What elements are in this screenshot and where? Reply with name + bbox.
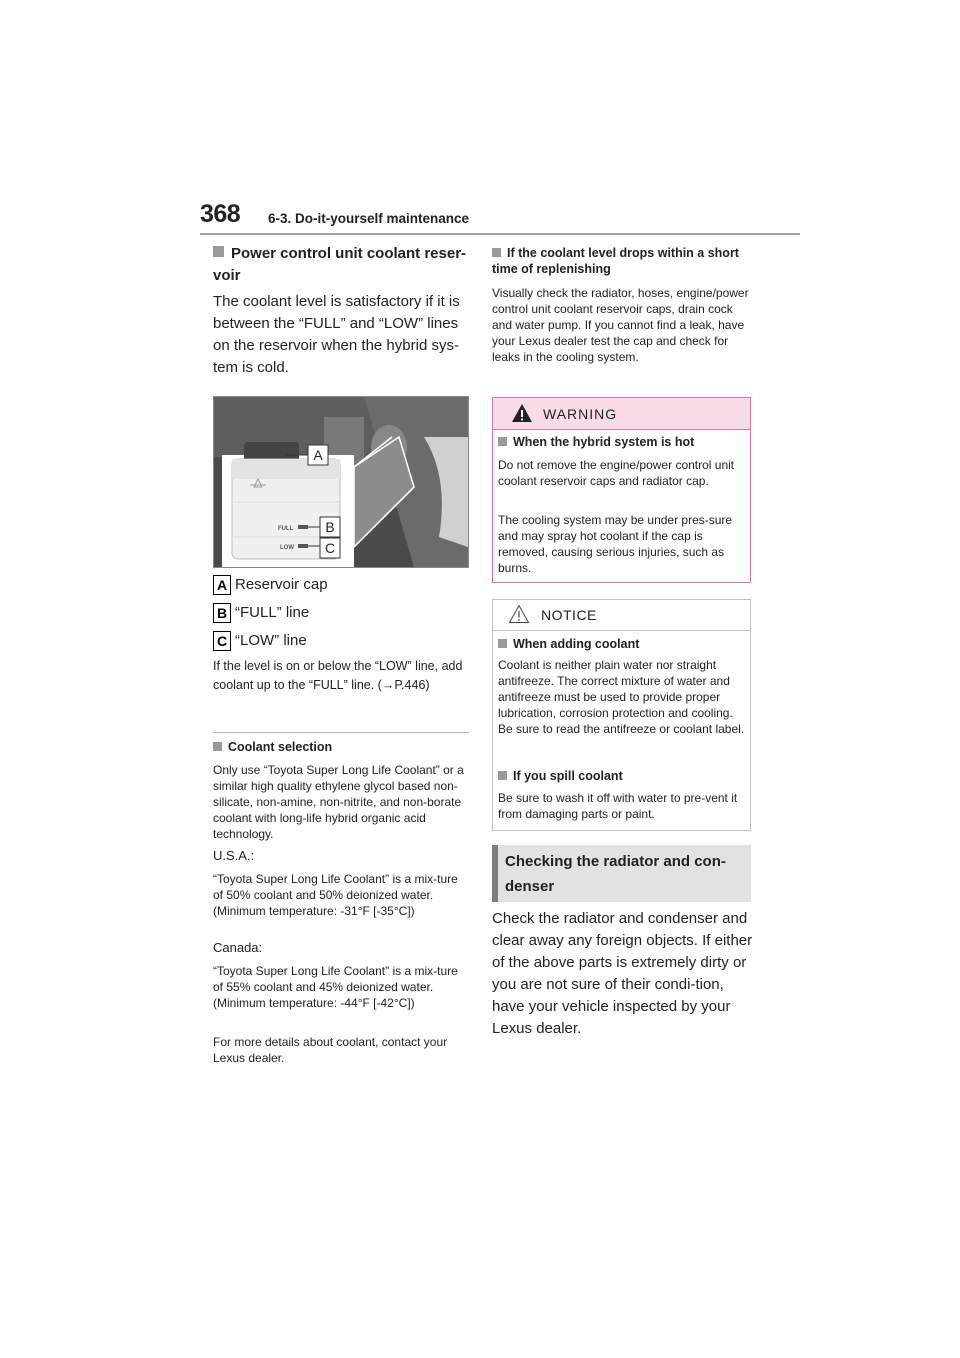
- level-drop-heading: [492, 245, 750, 277]
- heading-square-icon: [492, 248, 501, 257]
- coolant-selection-heading-text: Coolant selection: [228, 740, 333, 754]
- reservoir-heading: [213, 243, 468, 287]
- callout-b: B: [325, 519, 335, 535]
- legend-key: C: [213, 631, 231, 651]
- section-bar: [492, 845, 498, 902]
- legend-item-b: [213, 603, 309, 623]
- level-drop-text: Visually check the radiator, hoses, engine/power control unit coolant reservoir caps, drain cock and water pump. If you cannot find a leak, have your Lexus dealer test the cap and check for leaks in the cooling system.: [492, 286, 749, 364]
- reservoir-intro: The coolant level is satisfactory if it is between the “FULL” and “LOW” lines on the reservoir when the hybrid sys-tem is cold.: [213, 293, 460, 376]
- notice-heading-1: [498, 636, 744, 652]
- header-divider: [200, 233, 800, 235]
- warning-header: [493, 398, 750, 430]
- radiator-section-title: Checking the radiator and con-denser: [505, 853, 726, 895]
- legend-item-a: [213, 575, 328, 595]
- canada-label: Canada:: [213, 940, 263, 955]
- heading-square-icon: [498, 437, 507, 446]
- notice-heading-2: [498, 768, 744, 784]
- legend-label: “LOW” line: [235, 632, 307, 649]
- heading-square-icon: [213, 742, 222, 751]
- engine-bay-figure: [213, 396, 469, 568]
- notice-heading-2-text: If you spill coolant: [513, 769, 623, 783]
- more-details-text: For more details about coolant, contact your Lexus dealer.: [213, 1035, 448, 1065]
- warning-text-2: The cooling system may be under pres-sure and may spray hot coolant if the cap is removed, causing serious injuries, such as burns.: [498, 513, 733, 575]
- heading-square-icon: [498, 771, 507, 780]
- coolant-selection-heading: [213, 739, 469, 755]
- legend-label: Reservoir cap: [235, 576, 328, 593]
- coolant-reservoir-illustration: [214, 397, 468, 567]
- level-drop-heading-text: If the coolant level drops within a short time of replenishing: [492, 246, 739, 276]
- callout-c: C: [324, 540, 336, 556]
- level-note: If the level is on or below the “LOW” line, add coolant up to the “FULL” line. (→P.446): [213, 659, 463, 692]
- notice-box: [492, 599, 751, 831]
- reservoir-heading-text: Power control unit coolant reser-voir: [213, 245, 467, 284]
- section-title: 6-3. Do-it-yourself maintenance: [268, 211, 470, 226]
- callout-a: A: [313, 447, 323, 463]
- notice-text-1: Coolant is neither plain water nor straight antifreeze. The correct mixture of water and antifreeze must be used to provide proper lubrication, corrosion protection and cooling. Be sure to read the antifreeze or coolant label.: [498, 658, 745, 736]
- coolant-selection-text: Only use “Toyota Super Long Life Coolant” or a similar high quality ethylene glycol based non-silicate, non-amine, non-nitrite, and non-borate coolant with long-life hybrid organic acid technology.: [213, 763, 464, 841]
- low-mark-label: LOW: [280, 545, 294, 551]
- legend-item-c: [213, 631, 307, 651]
- warning-text-1: Do not remove the engine/power control unit coolant reservoir caps and radiator cap.: [498, 458, 735, 488]
- radiator-section-text: Check the radiator and condenser and clear away any foreign objects. If either of the above parts is extremely dirty or you are not sure of their condi-tion, have your vehicle inspected by your Lexus dealer.: [492, 910, 753, 1037]
- usa-text: “Toyota Super Long Life Coolant” is a mix-ture of 50% coolant and 50% deionized water. (Minimum temperature: -31°F [-35°C]): [213, 872, 458, 918]
- warning-box: [492, 397, 751, 583]
- warning-title: WARNING: [543, 406, 618, 422]
- canada-text: “Toyota Super Long Life Coolant” is a mix-ture of 55% coolant and 45% deionized water. (Minimum temperature: -44°F [-42°C]): [213, 964, 458, 1010]
- notice-triangle-icon: [508, 604, 530, 624]
- legend-key: A: [213, 575, 231, 595]
- warning-heading: [498, 434, 744, 450]
- legend-label: “FULL” line: [235, 604, 310, 621]
- notice-text-2: Be sure to wash it off with water to pre-vent it from damaging parts or paint.: [498, 791, 738, 821]
- notice-title: NOTICE: [541, 607, 597, 623]
- warning-heading-text: When the hybrid system is hot: [513, 435, 695, 449]
- notice-heading-1-text: When adding coolant: [513, 637, 640, 651]
- heading-square-icon: [498, 639, 507, 648]
- warning-triangle-icon: [511, 403, 533, 423]
- left-divider: [213, 732, 469, 733]
- usa-label: U.S.A.:: [213, 848, 255, 863]
- full-mark-label: FULL: [278, 526, 294, 532]
- heading-square-icon: [213, 246, 224, 257]
- notice-header: [493, 600, 750, 631]
- legend-key: B: [213, 603, 231, 623]
- page-number: 368: [200, 200, 241, 228]
- radiator-section-header: [492, 845, 751, 902]
